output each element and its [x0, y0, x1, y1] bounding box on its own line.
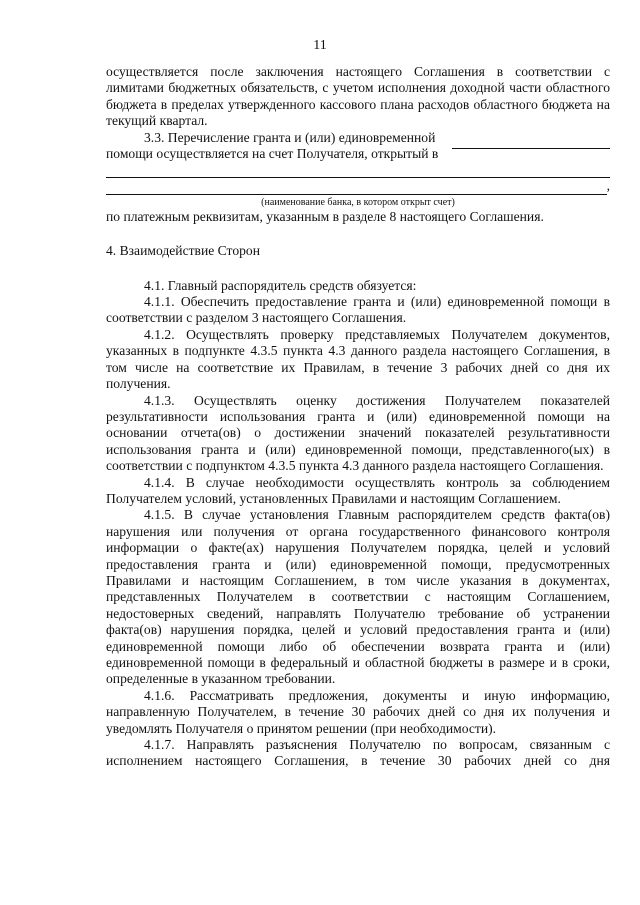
paragraph-4-1-2: 4.1.2. Осуществлять проверку представляемых Получателем документов, указанных в подпункте 4.3.5 пункта 4.3 данного раздела настоящего Соглашения, в том числе на соответствие их Правилам, в течение 3 рабочих дней со дня их получения. — [106, 326, 610, 392]
bank-caption: (наименование банка, в котором открыт счет) — [261, 196, 455, 208]
bank-blank-line-2 — [106, 162, 610, 178]
bank-blank-line-3 — [106, 179, 607, 195]
bank-blank-row-3 — [106, 178, 610, 194]
paragraph-3-3: 3.3. Перечисление гранта и (или) единовременной помощи осуществляется на счет Получателя, открытый в — [106, 129, 439, 162]
comma: , — [606, 178, 610, 194]
paragraph-4-1: 4.1. Главный распорядитель средств обязуется: — [144, 277, 417, 293]
paragraph-requisites: по платежным реквизитам, указанным в разделе 8 настоящего Соглашения. — [106, 208, 544, 224]
paragraph-4-1-7: 4.1.7. Направлять разъяснения Получателю по вопросам, связанным с исполнением настоящего Соглашения, в течение 30 рабочих дней со дня — [106, 737, 610, 769]
paragraph-3-3-row — [106, 130, 610, 163]
paragraph-4-1-5: 4.1.5. В случае установления Главным распорядителем средств факта(ов) нарушения или получения от органа государственного финансового контроля информации о факте(ах) нарушения Получателем порядка, целей и условий предоставления гранта и (или) единовременной помощи, предусмотренных Правилами и настоящим Соглашением, в том числе указания в документах, представленных Получателем в соответствии с настоящим Соглашением, недостоверных сведений, направлять Получателю требование об устранении факта(ов) нарушения порядка, целей и условий предоставления гранта и (или) единовременной помощи либо об обеспечении возврата гранта и (или) единовременной помощи в федеральный и областной бюджеты в размере и в сроки, определенные в указанном требовании. — [106, 507, 610, 687]
paragraph-4-1-3: 4.1.3. Осуществлять оценку достижения Получателем показателей результативности использования гранта и (или) единовременной помощи на основании отчета(ов) о достижении значений показателей результативности использования гранта и (или) единовременной помощи, представленного(ых) в соответствии с подпунктом 4.3.5 пункта 4.3 данного раздела настоящего Соглашения. — [106, 392, 610, 474]
paragraph-4-1-6: 4.1.6. Рассматривать предложения, документы и иную информацию, направленную Получателем, в течение 30 рабочих дней со дня их получения и уведомлять Получателя о принятом решении (при необходимости). — [106, 687, 610, 736]
paragraph-4-1-1: 4.1.1. Обеспечить предоставление гранта и (или) единовременной помощи в соответствии с разделом 3 настоящего Соглашения. — [106, 294, 610, 326]
paragraph-4-1-4: 4.1.4. В случае необходимости осуществлять контроль за соблюдением Получателем условий, установленных Правилами и настоящим Соглашением. — [106, 474, 610, 506]
bank-blank-line-1 — [452, 148, 610, 149]
paragraph-intro: осуществляется после заключения настоящего Соглашения в соответствии с лимитами бюджетных обязательств, с учетом исполнения доходной части областного бюджета в пределах утвержденного кассового плана расходов областного бюджета на текущий квартал. — [106, 64, 610, 129]
page-number: 11 — [313, 38, 327, 53]
document-body — [106, 64, 610, 770]
section-heading: 4. Взаимодействие Сторон — [106, 243, 260, 259]
